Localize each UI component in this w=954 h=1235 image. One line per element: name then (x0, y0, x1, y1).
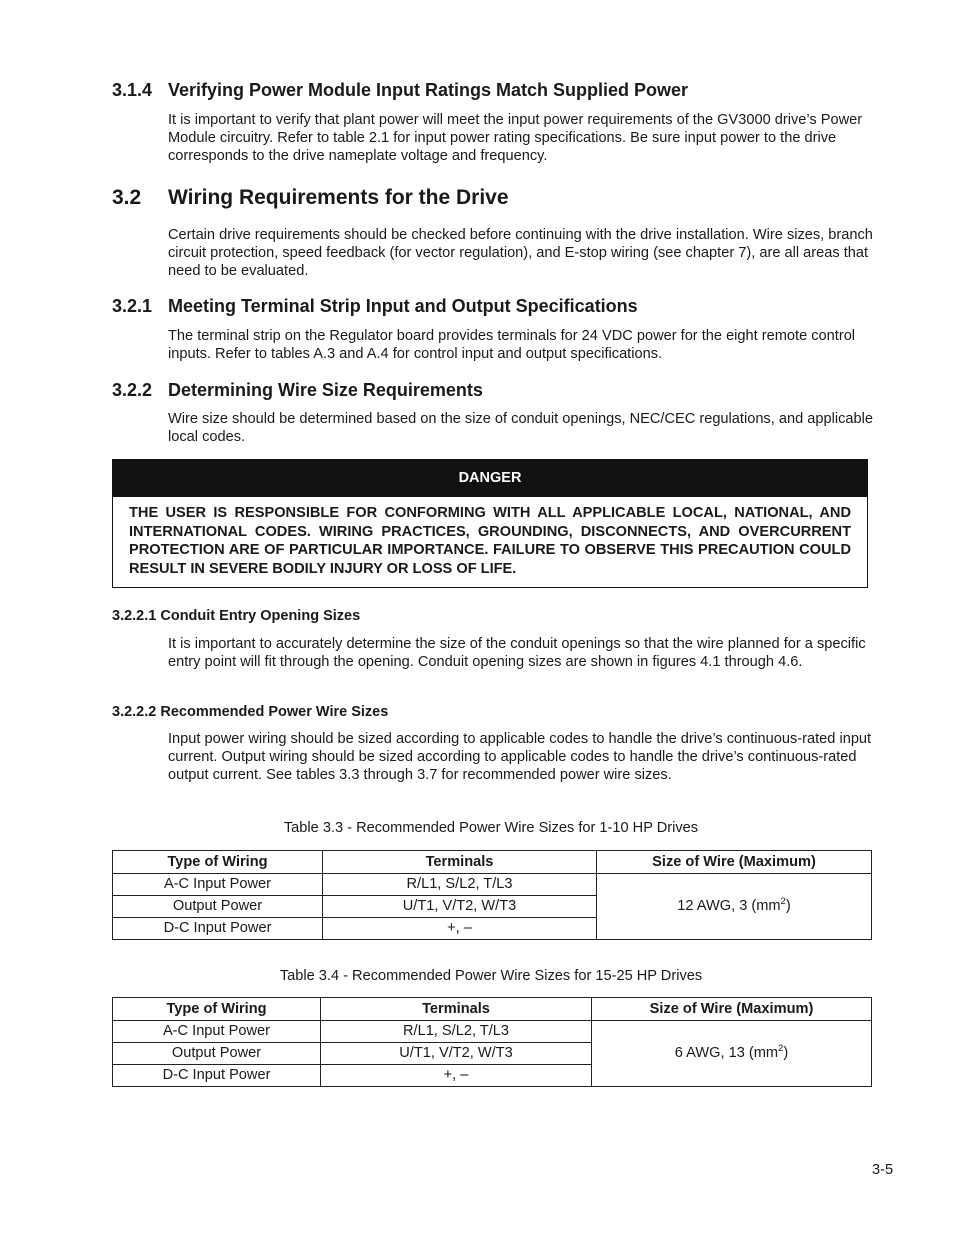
page-number: 3-5 (872, 1162, 894, 1178)
wire-size-text: 12 AWG, 3 (mm (677, 898, 781, 914)
cell-terminals: +, – (323, 918, 597, 940)
section-3-2-body: Certain drive requirements should be checked before continuing with the drive installation. Wire sizes, branch circuit protection, speed feedback (for vector regulation), and E-stop wiring (see chapter 7), are all areas that need to be evaluated. (168, 227, 873, 279)
header-size-of-wire: Size of Wire (Maximum) (597, 851, 872, 874)
section-number: 3.2.1 (112, 296, 153, 316)
section-title: Verifying Power Module Input Ratings Match Supplied Power (168, 80, 689, 100)
cell-terminals: +, – (321, 1065, 592, 1087)
danger-text: THE USER IS RESPONSIBLE FOR CONFORMING WITH ALL APPLICABLE LOCAL, NATIONAL, AND INTERNATIONAL CODES. WIRING PRACTICES, GROUNDING, DISCONNECTS, AND OVERCURRENT PROTECTION ARE OF PARTICULAR IMPORTANCE. FAILURE TO OBSERVE THIS PRECAUTION COULD RESULT IN SEVERE BODILY INJURY OR LOSS OF LIFE. (129, 505, 851, 577)
table-row (113, 1021, 872, 1043)
section-3-2-heading (112, 186, 509, 210)
section-title: Determining Wire Size Requirements (168, 380, 483, 400)
section-3-2-2-heading (112, 380, 483, 401)
table-3-3 (112, 850, 872, 940)
danger-label: DANGER (113, 460, 867, 497)
section-3-1-4-body: It is important to verify that plant power will meet the input power requirements of the GV3000 drive’s Power Module circuitry. Refer to table 2.1 for input power rating specifications. Be sure input power to the drive corresponds to the drive nameplate voltage and frequency. (168, 112, 863, 164)
header-terminals: Terminals (323, 851, 597, 874)
section-title: Meeting Terminal Strip Input and Output Specifications (168, 296, 638, 316)
cell-type: A-C Input Power (113, 1021, 321, 1043)
header-size-of-wire: Size of Wire (Maximum) (592, 998, 872, 1021)
section-3-2-2-1-heading: 3.2.2.1 Conduit Entry Opening Sizes (112, 608, 361, 624)
section-3-2-2-body: Wire size should be determined based on the size of conduit openings, NEC/CEC regulations, and applicable local codes. (168, 411, 873, 445)
cell-wire-size (592, 1021, 872, 1087)
header-type-of-wiring: Type of Wiring (113, 998, 321, 1021)
header-type-of-wiring: Type of Wiring (113, 851, 323, 874)
cell-wire-size (597, 874, 872, 940)
wire-size-text: 6 AWG, 13 (mm (674, 1045, 779, 1061)
table-3-3-caption: Table 3.3 - Recommended Power Wire Sizes for 1-10 HP Drives (283, 820, 699, 836)
cell-type: A-C Input Power (113, 874, 323, 896)
table-3-4 (112, 997, 872, 1087)
wire-size-close: ) (783, 1045, 789, 1061)
cell-terminals: U/T1, V/T2, W/T3 (323, 896, 597, 918)
section-number: 3.2.2 (112, 380, 153, 400)
section-number: 3.2 (112, 186, 142, 209)
section-3-2-1-body: The terminal strip on the Regulator board provides terminals for 24 VDC power for the eight remote control inputs. Refer to tables A.3 and A.4 for control input and output specifications. (168, 328, 856, 362)
section-3-2-2-2-heading: 3.2.2.2 Recommended Power Wire Sizes (112, 704, 389, 720)
section-number: 3.1.4 (112, 80, 153, 100)
table-row (113, 874, 872, 896)
section-3-2-2-1-body: It is important to accurately determine the size of the conduit openings so that the wire planned for a specific entry point will fit through the opening. Conduit opening sizes are shown in figures 4.1 through 4.6. (168, 636, 866, 670)
table-header-row (113, 851, 872, 874)
danger-notice (112, 459, 868, 588)
section-title: Wiring Requirements for the Drive (168, 186, 509, 209)
table-3-4-caption: Table 3.4 - Recommended Power Wire Sizes for 15-25 HP Drives (279, 968, 703, 984)
cell-terminals: R/L1, S/L2, T/L3 (323, 874, 597, 896)
header-terminals: Terminals (321, 998, 592, 1021)
section-3-2-2-2-body: Input power wiring should be sized according to applicable codes to handle the drive’s continuous-rated input current. Output wiring should be sized according to applicable codes to handle the drive’s continuous-rated output current. See tables 3.3 through 3.7 for recommended power wire sizes. (168, 731, 872, 783)
cell-terminals: U/T1, V/T2, W/T3 (321, 1043, 592, 1065)
superscript: 2 (778, 1043, 784, 1054)
cell-type: D-C Input Power (113, 918, 323, 940)
section-3-2-1-heading (112, 296, 638, 317)
section-3-1-4-heading (112, 80, 688, 101)
cell-type: D-C Input Power (113, 1065, 321, 1087)
cell-type: Output Power (113, 1043, 321, 1065)
superscript: 2 (780, 896, 786, 907)
cell-type: Output Power (113, 896, 323, 918)
cell-terminals: R/L1, S/L2, T/L3 (321, 1021, 592, 1043)
wire-size-close: ) (785, 898, 791, 914)
table-header-row (113, 998, 872, 1021)
